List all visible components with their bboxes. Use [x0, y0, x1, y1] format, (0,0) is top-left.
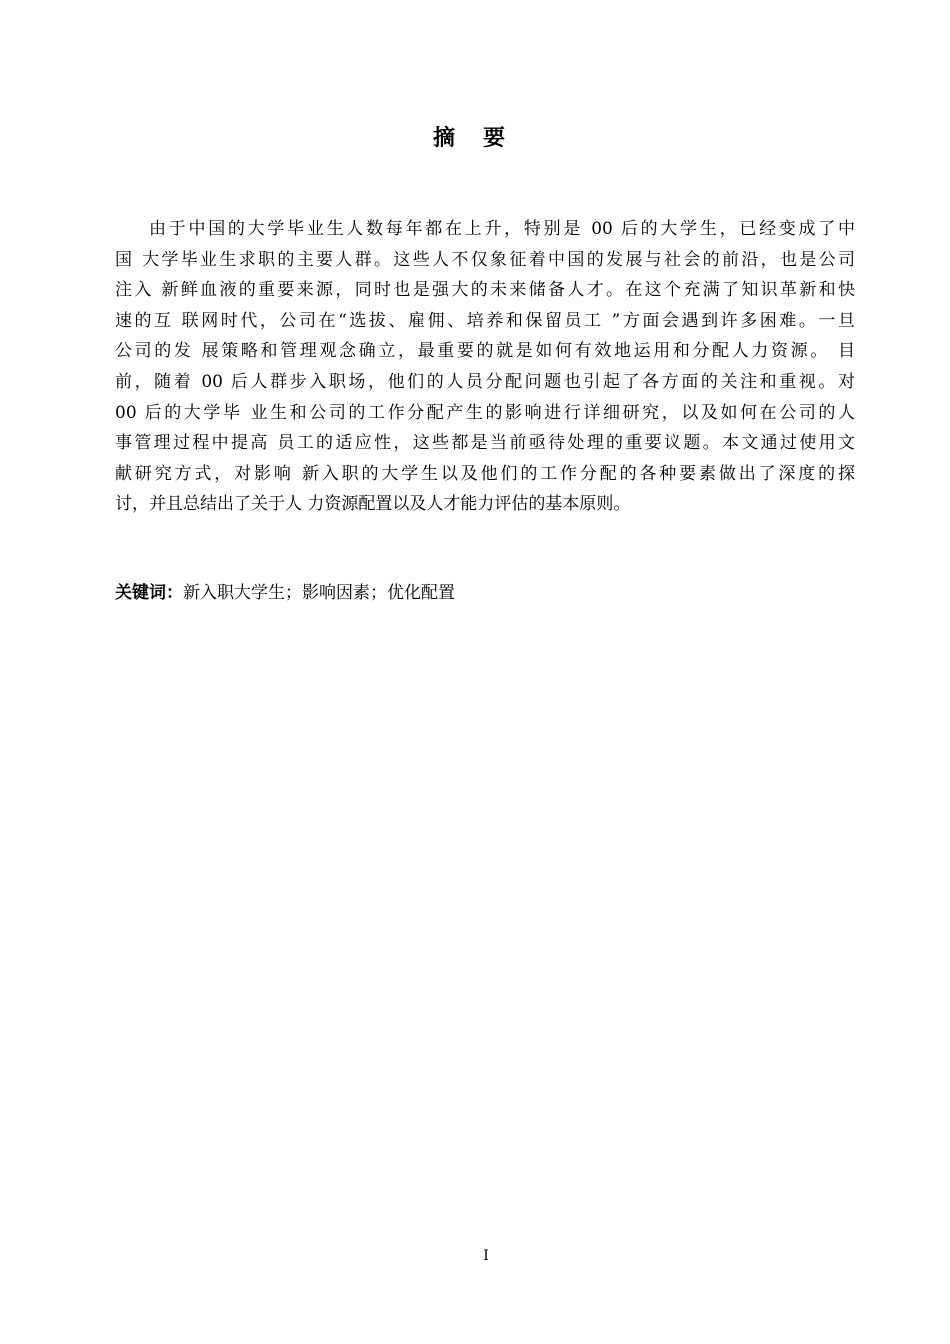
- page-number: I: [483, 1248, 489, 1264]
- abstract-line: 由于中国的大学毕业生人数每年都在上升，特别是 00 后的大学生，已经变成了中: [149, 219, 855, 239]
- abstract-line: 国 大学毕业生求职的主要人群。这些人不仅象征着中国的发展与社会的前沿，也是公司: [115, 249, 855, 270]
- abstract-line: 公司的发 展策略和管理观念确立，最重要的就是如何有效地运用和分配人力资源。 目: [115, 341, 855, 362]
- abstract-line: 速的互 联网时代，公司在“选拔、雇佣、培养和保留员工 ”方面会遇到许多困难。一旦: [115, 310, 855, 331]
- keywords-label: 关键词：: [115, 583, 183, 603]
- abstract-title: 摘要: [432, 126, 533, 151]
- abstract-body: [115, 214, 855, 520]
- keywords-text: 新入职大学生；影响因素；优化配置: [183, 583, 455, 603]
- abstract-line: 前，随着 00 后人群步入职场，他们的人员分配问题也引起了各方面的关注和重视。对: [115, 371, 855, 392]
- abstract-line: 00 后的大学毕 业生和公司的工作分配产生的影响进行详细研究，以及如何在公司的人: [115, 402, 855, 423]
- abstract-line: 注入 新鲜血液的重要来源，同时也是强大的未来储备人才。在这个充满了知识革新和快: [115, 280, 855, 301]
- abstract-line: 讨，并且总结出了关于人 力资源配置以及人才能力评估的基本原则。: [115, 494, 631, 515]
- abstract-line: 献研究方式，对影响 新入职的大学生以及他们的工作分配的各种要素做出了深度的探: [115, 463, 855, 484]
- abstract-line: 事管理过程中提高 员工的适应性，这些都是当前亟待处理的重要议题。本文通过使用文: [115, 433, 855, 454]
- keywords: [115, 578, 855, 608]
